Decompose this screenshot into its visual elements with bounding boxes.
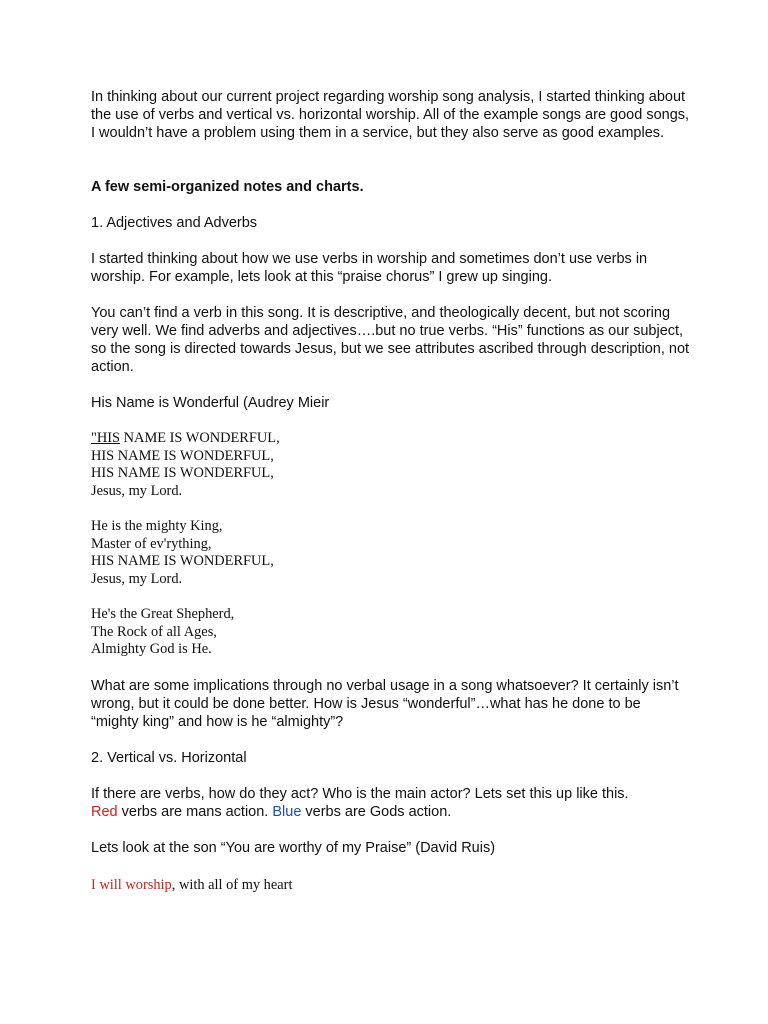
song2-first-line [91,877,691,895]
song1-first-line [91,430,691,448]
song2-red-verb: I will worship [91,876,172,893]
lyric-line: Jesus, my Lord. [91,570,183,587]
lyric-line: Almighty God is He. [91,641,212,657]
legend-red-text: verbs are mans action. [117,803,273,820]
intro-paragraph: In thinking about our current project regarding worship song analysis, I started thinking about the use of verbs and vertical vs. horizontal worship. All of the example songs are good songs, I wouldn’t have a problem using them in a service, but they also serve as good examples. [91,89,690,141]
legend-blue-text: verbs are Gods action. [301,803,452,820]
song1-stanza-2 [91,518,691,588]
lyric-line: HIS NAME IS WONDERFUL, [91,465,274,481]
section1-paragraph-1: I started thinking about how we use verbs in worship and sometimes don’t use verbs in worship. For example, lets look at this “praise chorus” I grew up singing. [91,251,648,285]
song1-stanza-3 [91,606,691,659]
section1-question: What are some implications through no verbal usage in a song whatsoever? It certainly isn’t wrong, but it could be done better. How is Jesus “wonderful”…what has he done to be “mighty king” and how is he “almighty”? [91,677,679,730]
lyric-line: He is the mighty King, [91,518,223,534]
section2-paragraph-1-text: If there are verbs, how do they act? Who is the main actor? Lets set this up like this. [91,785,629,802]
song1-stanza-1 [91,430,691,500]
lyric-line: HIS NAME IS WONDERFUL, [91,447,274,464]
song1-first-line-rest: NAME IS WONDERFUL, [120,430,280,446]
lyric-line: Master of ev'rything, [91,535,212,552]
section2-title: 2. Vertical vs. Horizontal [91,749,247,766]
lyric-line: HIS NAME IS WONDERFUL, [91,553,274,569]
song1-title: His Name is Wonderful (Audrey Mieir [91,395,330,411]
lyric-line: He's the Great Shepherd, [91,606,235,622]
section1-title: 1. Adjectives and Adverbs [91,215,258,231]
section1-paragraph-2: You can’t find a verb in this song. It is descriptive, and theologically decent, but not scoring very well. We find adverbs and adjectives….but no true verbs. “His” functions as our subject, so the song is directed towards Jesus, but we see attributes ascribed through description, not action. [91,305,690,375]
notes-heading: A few semi-organized notes and charts. [91,179,364,195]
legend-blue-word: Blue [272,803,302,820]
lyric-line: Jesus, my Lord. [91,482,183,499]
legend-red-word: Red [91,803,118,820]
lyric-line: The Rock of all Ages, [91,623,217,640]
song1-first-line-prefix: "HIS [91,430,121,446]
section2-paragraph-1 [91,785,691,821]
section2-paragraph-2: Lets look at the son “You are worthy of my Praise” (David Ruis) [91,839,496,856]
song2-line-rest: , with all of my heart [171,876,293,893]
document-page [91,88,691,894]
